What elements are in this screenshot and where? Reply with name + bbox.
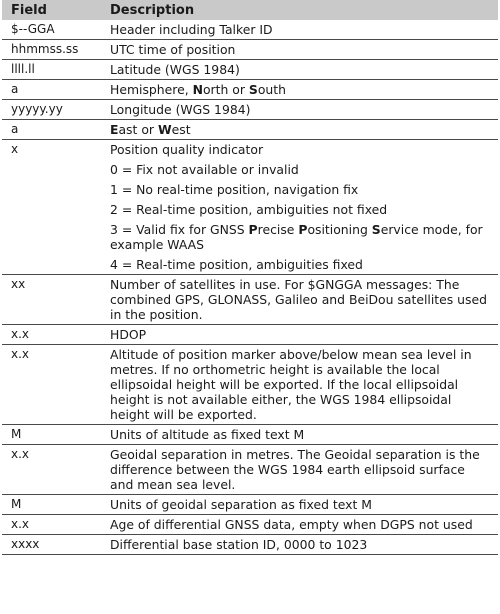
table-row xyxy=(2,120,498,140)
desc-line: 4 = Real-time position, ambiguities fixed xyxy=(110,257,363,272)
field-cell: $--GGA xyxy=(2,20,101,40)
field-cell: xxxx xyxy=(2,535,101,555)
desc-bold-segment: S xyxy=(248,82,258,97)
field-cell: a xyxy=(2,80,101,100)
field-cell: x.x xyxy=(2,515,101,535)
desc-bold-segment: S xyxy=(371,222,381,237)
desc-bold-segment: P xyxy=(298,222,308,237)
desc-segment: ositioning xyxy=(307,222,372,237)
field-cell: yyyyy.yy xyxy=(2,100,101,120)
table-row xyxy=(2,140,498,275)
field-cell: llll.ll xyxy=(2,60,101,80)
desc-segment: Hemisphere, xyxy=(110,82,193,97)
desc-segment: est xyxy=(171,122,191,137)
description-cell: Differential base station ID, 0000 to 1023 xyxy=(101,535,498,555)
description-cell: Units of altitude as fixed text M xyxy=(101,425,498,445)
description-cell: Altitude of position marker above/below mean sea level in metres. If no orthometric height is available the local ellipsoidal height will be exported. If the local ellipsoidal height is not available either, the WGS 1984 ellipsoidal height will be exported. xyxy=(101,345,498,425)
table-row xyxy=(2,100,498,120)
description-cell xyxy=(101,140,498,275)
field-cell: xx xyxy=(2,275,101,325)
desc-line: 1 = No real-time position, navigation fix xyxy=(110,182,359,197)
table-row xyxy=(2,345,498,425)
description-cell: Header including Talker ID xyxy=(101,20,498,40)
table-row xyxy=(2,445,498,495)
field-cell: x.x xyxy=(2,325,101,345)
table-row xyxy=(2,325,498,345)
table-row xyxy=(2,275,498,325)
description-cell xyxy=(101,120,498,140)
desc-bold-segment: N xyxy=(192,82,203,97)
description-cell: Age of differential GNSS data, empty when DGPS not used xyxy=(101,515,498,535)
description-cell: Units of geoidal separation as fixed text M xyxy=(101,495,498,515)
desc-segment: orth or xyxy=(202,82,249,97)
table-row xyxy=(2,40,498,60)
description-cell: HDOP xyxy=(101,325,498,345)
table-row xyxy=(2,495,498,515)
desc-line xyxy=(110,222,492,252)
table-row xyxy=(2,60,498,80)
desc-segment: ervice mode, for example WAAS xyxy=(110,222,483,252)
desc-line: Position quality indicator xyxy=(110,142,264,157)
field-cell: x.x xyxy=(2,345,101,425)
field-cell: M xyxy=(2,495,101,515)
field-cell: x xyxy=(2,140,101,275)
header-description: Description xyxy=(101,0,498,20)
description-cell: Longitude (WGS 1984) xyxy=(101,100,498,120)
table-row xyxy=(2,80,498,100)
table-row xyxy=(2,20,498,40)
field-cell: x.x xyxy=(2,445,101,495)
description-cell: UTC time of position xyxy=(101,40,498,60)
field-cell: a xyxy=(2,120,101,140)
table-header-row xyxy=(2,0,498,20)
desc-segment: 3 = Valid fix for GNSS xyxy=(110,222,249,237)
desc-bold-segment: P xyxy=(248,222,258,237)
table-row xyxy=(2,425,498,445)
description-cell xyxy=(101,80,498,100)
desc-segment: ast or xyxy=(118,122,158,137)
header-field: Field xyxy=(2,0,101,20)
table-row xyxy=(2,535,498,555)
desc-segment: recise xyxy=(257,222,299,237)
description-cell: Latitude (WGS 1984) xyxy=(101,60,498,80)
desc-bold-segment: E xyxy=(110,122,119,137)
description-cell: Number of satellites in use. For $GNGGA messages: The combined GPS, GLONASS, Galileo and BeiDou satellites used in the position. xyxy=(101,275,498,325)
description-cell: Geoidal separation in metres. The Geoidal separation is the difference between the WGS 1984 earth ellipsoid surface and mean sea level. xyxy=(101,445,498,495)
field-cell: hhmmss.ss xyxy=(2,40,101,60)
desc-line: 0 = Fix not available or invalid xyxy=(110,162,299,177)
table-row xyxy=(2,515,498,535)
desc-segment: outh xyxy=(257,82,286,97)
field-description-table xyxy=(2,0,498,555)
desc-line: 2 = Real-time position, ambiguities not fixed xyxy=(110,202,388,217)
field-cell: M xyxy=(2,425,101,445)
desc-bold-segment: W xyxy=(157,122,172,137)
